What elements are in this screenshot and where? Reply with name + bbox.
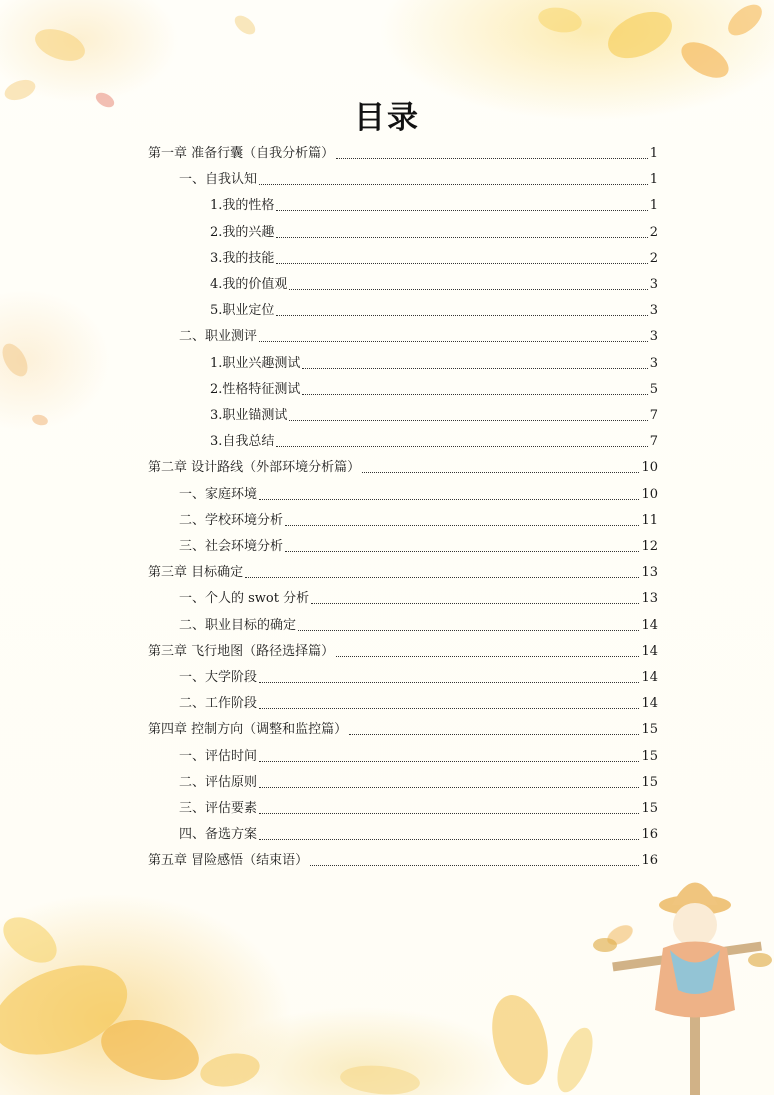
toc-dot-leader: [245, 577, 639, 578]
toc-entry[interactable]: [179, 481, 658, 503]
toc-entry[interactable]: [179, 612, 658, 634]
toc-page-number: 14: [641, 644, 658, 659]
toc-dot-leader: [298, 630, 639, 631]
toc-entry[interactable]: [210, 245, 658, 267]
toc-entry[interactable]: [179, 664, 658, 686]
toc-entry-label: 二、工作阶段: [179, 696, 258, 711]
toc-page-number: 2: [649, 251, 658, 266]
toc-page-number: 3: [649, 277, 658, 292]
toc-entry-label: 三、评估要素: [179, 801, 258, 816]
toc-entry-label: 2.我的兴趣: [210, 225, 275, 240]
toc-page-number: 13: [641, 565, 658, 580]
toc-entry-label: 一、评估时间: [179, 749, 258, 764]
toc-entry-label: 3.自我总结: [210, 434, 275, 449]
toc-entry-label: 3.我的技能: [210, 251, 275, 266]
toc-dot-leader: [285, 525, 639, 526]
toc-page-number: 13: [641, 591, 658, 606]
toc-page-number: 1: [649, 198, 658, 213]
toc-page-number: 16: [641, 853, 658, 868]
toc-entry-label: 二、职业目标的确定: [179, 618, 297, 633]
toc-page-number: 5: [649, 382, 658, 397]
toc-dot-leader: [302, 368, 647, 369]
toc-entry[interactable]: [179, 507, 658, 529]
toc-dot-leader: [259, 499, 639, 500]
scarecrow-illustration: [593, 883, 772, 1095]
toc-entry-label: 第一章 准备行囊（自我分析篇）: [148, 146, 335, 161]
toc-entry-label: 四、备选方案: [179, 827, 258, 842]
toc-page-number: 2: [649, 225, 658, 240]
toc-entry-label: 二、评估原则: [179, 775, 258, 790]
toc-dot-leader: [259, 708, 639, 709]
toc-entry-label: 2.性格特征测试: [210, 382, 301, 397]
toc-entry[interactable]: [179, 795, 658, 817]
toc-page-number: 12: [641, 539, 658, 554]
toc-entry[interactable]: [210, 219, 658, 241]
toc-page-number: 15: [641, 749, 658, 764]
toc-entry[interactable]: [179, 323, 658, 345]
toc-entry-label: 第三章 目标确定: [148, 565, 244, 580]
toc-entry-label: 三、社会环境分析: [179, 539, 284, 554]
toc-page-number: 16: [641, 827, 658, 842]
toc-page-number: 3: [649, 303, 658, 318]
toc-dot-leader: [259, 761, 639, 762]
toc-page-number: 10: [641, 487, 658, 502]
toc-page-number: 14: [641, 696, 658, 711]
toc-entry-label: 一、家庭环境: [179, 487, 258, 502]
toc-entry-label: 第五章 冒险感悟（结束语）: [148, 853, 309, 868]
toc-entry[interactable]: [179, 690, 658, 712]
toc-entry[interactable]: [179, 769, 658, 791]
toc-entry-label: 4.我的价值观: [210, 277, 288, 292]
toc-dot-leader: [289, 289, 647, 290]
toc-page-number: 1: [649, 172, 658, 187]
toc-entry[interactable]: [210, 271, 658, 293]
page-title: 目录: [354, 100, 420, 136]
toc-dot-leader: [336, 158, 648, 159]
toc-dot-leader: [310, 865, 639, 866]
toc-entry[interactable]: [179, 585, 658, 607]
toc-entry[interactable]: [210, 350, 658, 372]
toc-entry-label: 一、大学阶段: [179, 670, 258, 685]
toc-page-number: 15: [641, 801, 658, 816]
toc-dot-leader: [259, 184, 648, 185]
toc-entry[interactable]: [148, 638, 658, 660]
toc-entry[interactable]: [148, 716, 658, 738]
toc-page-number: 14: [641, 618, 658, 633]
toc-page-number: 15: [641, 775, 658, 790]
toc-dot-leader: [259, 787, 639, 788]
toc-dot-leader: [362, 472, 639, 473]
toc-page-number: 11: [641, 513, 658, 528]
toc-dot-leader: [276, 263, 647, 264]
toc-page-number: 10: [641, 460, 658, 475]
toc-entry[interactable]: [179, 166, 658, 188]
toc-dot-leader: [311, 603, 639, 604]
toc-entry-label: 二、职业测评: [179, 329, 258, 344]
toc-entry[interactable]: [148, 454, 658, 476]
toc-entry-label: 第四章 控制方向（调整和监控篇）: [148, 722, 348, 737]
toc-page-number: 3: [649, 356, 658, 371]
toc-dot-leader: [276, 315, 647, 316]
toc-entry-label: 第三章 飞行地图（路径选择篇）: [148, 644, 335, 659]
toc-dot-leader: [336, 656, 639, 657]
toc-page-number: 7: [649, 434, 658, 449]
toc-dot-leader: [289, 420, 647, 421]
toc-entry[interactable]: [148, 140, 658, 162]
toc-entry-label: 5.职业定位: [210, 303, 275, 318]
toc-entry-label: 一、自我认知: [179, 172, 258, 187]
toc-entry-label: 1.我的性格: [210, 198, 275, 213]
toc-entry[interactable]: [148, 559, 658, 581]
toc-page-number: 15: [641, 722, 658, 737]
toc-dot-leader: [349, 734, 639, 735]
toc-entry-label: 3.职业锚测试: [210, 408, 288, 423]
toc-entry[interactable]: [179, 533, 658, 555]
toc-page-number: 14: [641, 670, 658, 685]
toc-dot-leader: [259, 682, 639, 683]
toc-dot-leader: [259, 341, 648, 342]
toc-dot-leader: [302, 394, 647, 395]
toc-entry-label: 一、个人的 swot 分析: [179, 591, 310, 606]
toc-entry[interactable]: [210, 192, 658, 214]
toc-dot-leader: [285, 551, 639, 552]
toc-entry[interactable]: [210, 297, 658, 319]
toc-dot-leader: [276, 237, 647, 238]
toc-dot-leader: [259, 839, 639, 840]
toc-entry[interactable]: [179, 743, 658, 765]
toc-entry[interactable]: [210, 402, 658, 424]
toc-dot-leader: [276, 446, 647, 447]
toc-page-number: 1: [649, 146, 658, 161]
toc-entry-label: 1.职业兴趣测试: [210, 356, 301, 371]
toc-entry-label: 第二章 设计路线（外部环境分析篇）: [148, 460, 361, 475]
toc-dot-leader: [276, 210, 647, 211]
toc-entry[interactable]: [179, 821, 658, 843]
toc-entry[interactable]: [210, 376, 658, 398]
toc-page-number: 3: [649, 329, 658, 344]
toc-dot-leader: [259, 813, 639, 814]
toc-page-number: 7: [649, 408, 658, 423]
toc-entry[interactable]: [148, 847, 658, 869]
toc-entry-label: 二、学校环境分析: [179, 513, 284, 528]
toc-entry[interactable]: [210, 428, 658, 450]
